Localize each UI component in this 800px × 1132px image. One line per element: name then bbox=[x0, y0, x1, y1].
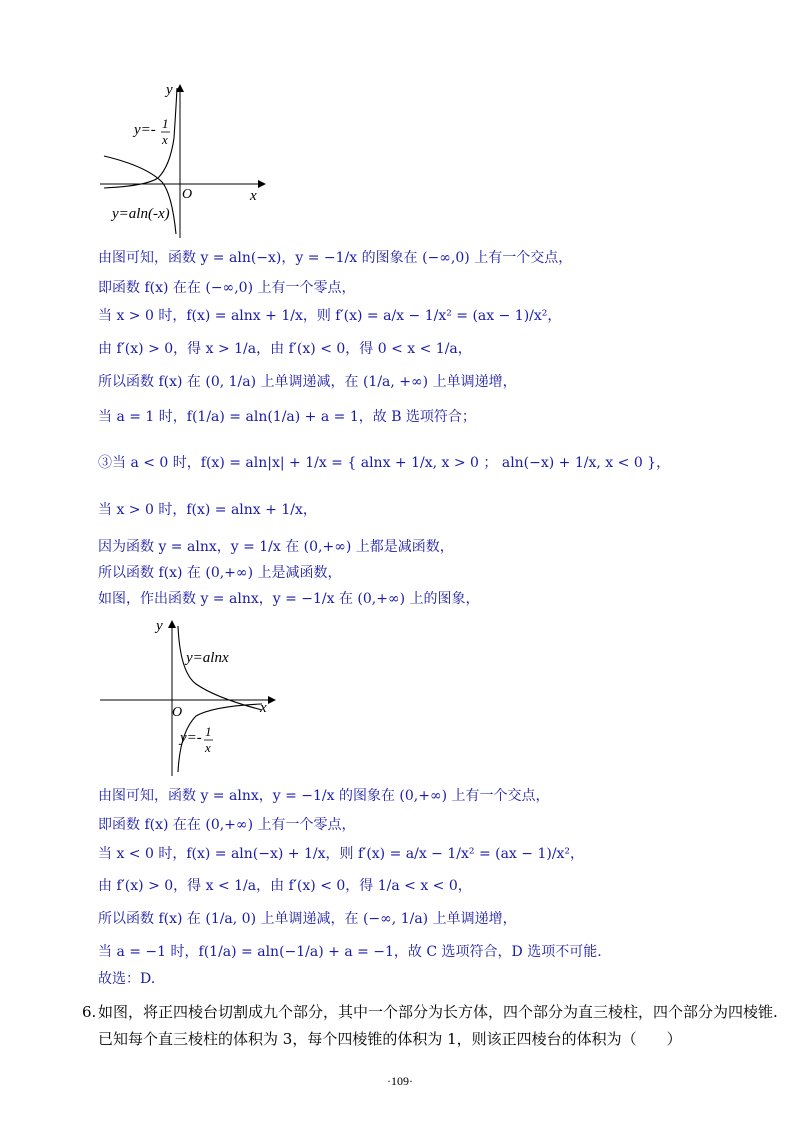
x-axis-label: x bbox=[260, 700, 267, 716]
solution-line: 所以函数 f(x) 在 (0, 1/a) 上单调递减，在 (1/a, +∞) 上单调递增， bbox=[98, 374, 517, 390]
solution-line: 当 x < 0 时，f(x) = aln(−x) + 1/x，则 f′(x) = a/x − 1/x² = (ax − 1)/x²， bbox=[98, 846, 585, 862]
y-axis-arrow-icon bbox=[168, 620, 176, 628]
x-axis-label: x bbox=[250, 188, 257, 204]
solution-line: 所以函数 f(x) 在 (1/a, 0) 上单调递减，在 (−∞, 1/a) 上单调递增， bbox=[98, 911, 517, 927]
solution-line: 因为函数 y = alnx，y = 1/x 在 (0,+∞) 上都是减函数， bbox=[98, 539, 454, 555]
question-text: 已知每个直三棱柱的体积为 3，每个四棱锥的体积为 1，则该正四棱台的体积为（ ） bbox=[98, 1030, 682, 1048]
solution-line: 由 f′(x) > 0，得 x < 1/a，由 f′(x) < 0，得 1/a < x < 0， bbox=[98, 878, 472, 894]
curve-b-den: x bbox=[205, 740, 211, 755]
solution-line: ③当 a < 0 时，f(x) = aln|x| + 1/x = { alnx + 1/x, x > 0 ； aln(−x) + 1/x, x < 0 }， bbox=[98, 455, 671, 471]
solution-line: 即函数 f(x) 在在 (−∞,0) 上有一个零点， bbox=[98, 280, 356, 296]
curve-b-label: y=aln(-x) bbox=[112, 206, 170, 222]
curve-b-label: y=- bbox=[180, 730, 202, 746]
page-number: ·109· bbox=[387, 1074, 413, 1088]
solution-line: 当 x > 0 时，f(x) = alnx + 1/x， bbox=[98, 502, 317, 518]
solution-line: 由 f′(x) > 0，得 x > 1/a，由 f′(x) < 0，得 0 < x < 1/a， bbox=[98, 341, 472, 357]
solution-line: 所以函数 f(x) 在 (0,+∞) 上是减函数， bbox=[98, 565, 342, 581]
curve-b-num: 1 bbox=[205, 724, 212, 739]
solution-line: 故选：D. bbox=[98, 971, 156, 987]
curve-a-den: x bbox=[162, 132, 168, 147]
curve-a-label: y=- bbox=[134, 122, 156, 138]
solution-line: 当 x > 0 时，f(x) = alnx + 1/x，则 f′(x) = a/x − 1/x² = (ax − 1)/x²， bbox=[98, 308, 562, 324]
solution-line: 当 a = −1 时，f(1/a) = aln(−1/a) + a = −1，故 C 选项符合，D 选项不可能. bbox=[98, 944, 602, 960]
x-axis-arrow-icon bbox=[268, 696, 276, 704]
y-axis-label: y bbox=[156, 618, 163, 634]
question-number: 6. bbox=[82, 1003, 97, 1021]
origin-label: O bbox=[182, 187, 193, 202]
origin-label: O bbox=[172, 705, 183, 720]
graph-1 bbox=[96, 78, 272, 240]
solution-line: 如图，作出函数 y = alnx，y = −1/x 在 (0,+∞) 上的图象， bbox=[98, 591, 480, 607]
solution-line: 由图可知，函数 y = alnx，y = −1/x 的图象在 (0,+∞) 上有一个交点， bbox=[98, 788, 550, 804]
y-axis-label: y bbox=[166, 82, 173, 98]
curve-a-num: 1 bbox=[162, 116, 169, 131]
solution-line: 当 a = 1 时，f(1/a) = aln(1/a) + a = 1，故 B 选项符合； bbox=[98, 409, 476, 425]
graph-2 bbox=[96, 612, 282, 778]
question-text: 如图，将正四棱台切割成九个部分，其中一个部分为长方体，四个部分为直三棱柱，四个部分为四棱锥. bbox=[98, 1003, 778, 1021]
x-axis-arrow-icon bbox=[258, 180, 266, 188]
solution-line: 由图可知，函数 y = aln(−x)，y = −1/x 的图象在 (−∞,0) 上有一个交点， bbox=[98, 250, 573, 266]
solution-line: 即函数 f(x) 在在 (0,+∞) 上有一个零点， bbox=[98, 817, 356, 833]
curve-a-label: y=alnx bbox=[186, 650, 229, 666]
curve-a-ln-x bbox=[178, 626, 262, 710]
